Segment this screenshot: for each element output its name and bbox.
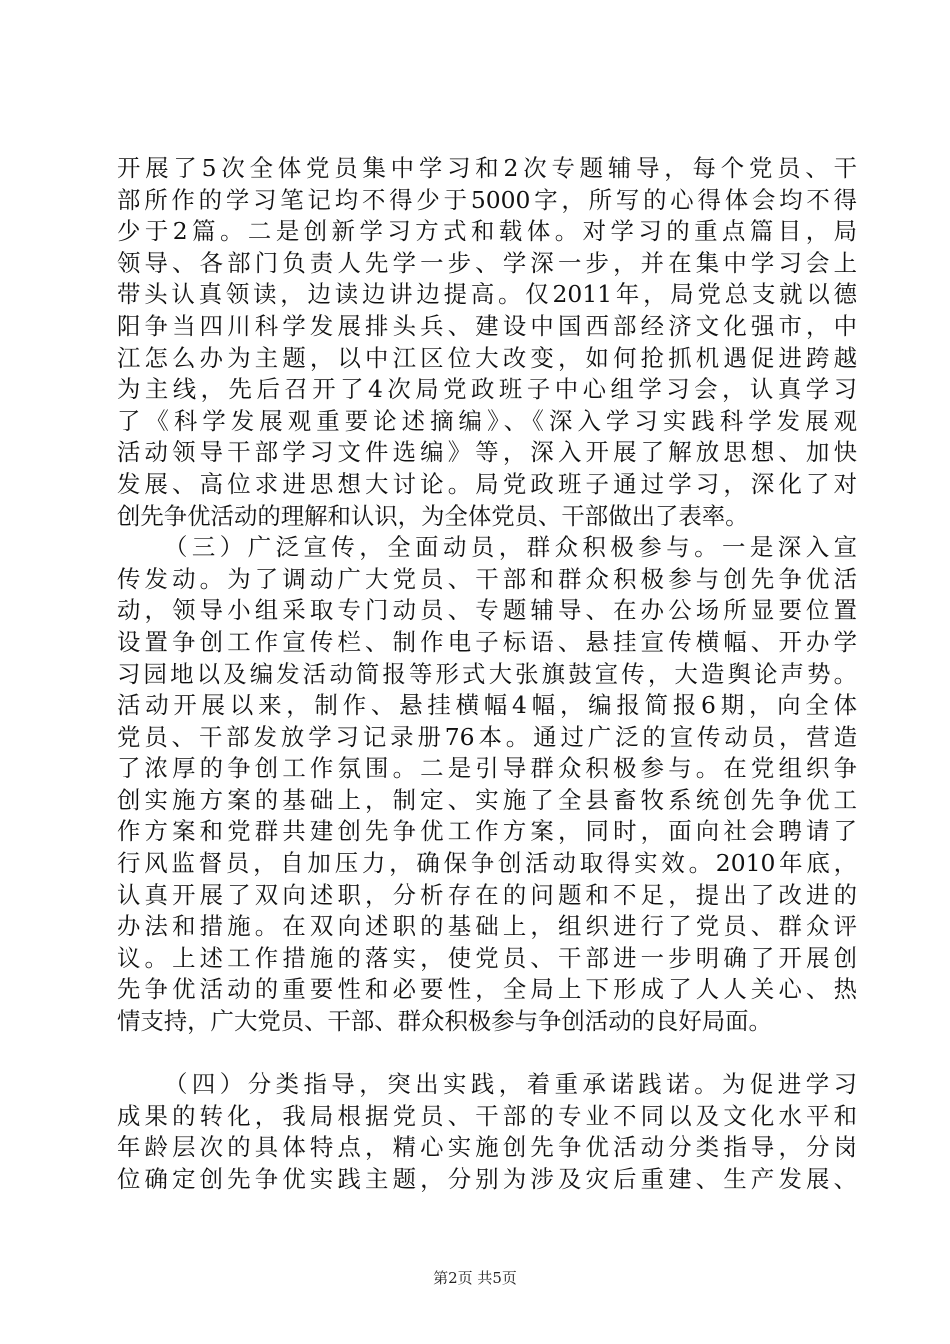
text-line: （四）分类指导，突出实践，着重承诺践诺。为促进学习 [164,1070,857,1099]
text-line: 党员、干部发放学习记录册76本。通过广泛的宣传动员，营造 [117,722,857,751]
text-line: 情支持，广大党员、干部、群众积极参与争创活动的良好局面。 [117,1007,772,1036]
text-line: 了《科学发展观重要论述摘编》、《深入学习实践科学发展观 [117,406,857,435]
text-line: 位确定创先争优实践主题，分别为涉及灾后重建、生产发展、 [117,1165,857,1193]
paragraph-section-three [117,532,857,1038]
text-line: 开展了5次全体党员集中学习和2次专题辅导，每个党员、干 [117,154,857,182]
text-line: 阳争当四川科学发展排头兵、建设中国西部经济文化强市，中 [117,311,857,340]
document-body [117,153,857,1196]
text-line: （三）广泛宣传，全面动员，群众积极参与。一是深入宣 [164,533,857,562]
page-number-footer: 第2页 共5页 [433,1269,517,1287]
text-line: 领导、各部门负责人先学一步、学深一步，并在集中学习会上 [117,248,857,277]
text-line: 议。上述工作措施的落实，使党员、干部进一步明确了开展创 [117,943,857,972]
paragraph-section-four [117,1069,857,1195]
text-line: 动，领导小组采取专门动员、专题辅导、在办公场所显要位置 [117,596,857,625]
paragraph-spacer [117,1038,857,1070]
text-line: 年龄层次的具体特点，精心实施创先争优活动分类指导，分岗 [117,1133,857,1162]
text-line: 了浓厚的争创工作氛围。二是引导群众积极参与。在党组织争 [117,754,857,783]
text-line: 设置争创工作宣传栏、制作电子标语、悬挂宣传横幅、开办学 [117,627,857,656]
text-line: 少于2篇。二是创新学习方式和载体。对学习的重点篇目，局 [117,217,857,246]
text-line: 成果的转化，我局根据党员、干部的专业不同以及文化水平和 [117,1101,857,1130]
text-line: 办法和措施。在双向述职的基础上，组织进行了党员、群众评 [117,912,857,941]
text-line: 作方案和党群共建创先争优工作方案，同时，面向社会聘请了 [117,817,857,846]
text-line: 传发动。为了调动广大党员、干部和群众积极参与创先争优活 [117,564,857,593]
text-line: 活动开展以来，制作、悬挂横幅4幅，编报简报6期，向全体 [117,691,857,720]
paragraph-study-continuation [117,153,857,532]
text-line: 习园地以及编发活动简报等形式大张旗鼓宣传，大造舆论声势。 [117,659,857,688]
text-line: 活动领导干部学习文件选编》等，深入开展了解放思想、加快 [117,438,857,467]
text-line: 认真开展了双向述职，分析存在的问题和不足，提出了改进的 [117,880,857,909]
text-line: 发展、高位求进思想大讨论。局党政班子通过学习，深化了对 [117,469,857,498]
text-line: 先争优活动的重要性和必要性，全局上下形成了人人关心、热 [117,975,857,1004]
text-line: 部所作的学习笔记均不得少于5000字，所写的心得体会均不得 [117,185,857,214]
text-line: 江怎么办为主题，以中江区位大改变，如何抢抓机遇促进跨越 [117,343,857,372]
text-line: 创实施方案的基础上，制定、实施了全县畜牧系统创先争优工 [117,785,857,814]
text-line: 创先争优活动的理解和认识，为全体党员、干部做出了表率。 [117,501,749,530]
text-line: 带头认真领读，边读边讲边提高。仅2011年，局党总支就以德 [117,280,857,309]
text-line: 为主线，先后召开了4次局党政班子中心组学习会，认真学习 [117,375,857,404]
text-line: 行风监督员，自加压力，确保争创活动取得实效。2010年底， [117,849,857,878]
